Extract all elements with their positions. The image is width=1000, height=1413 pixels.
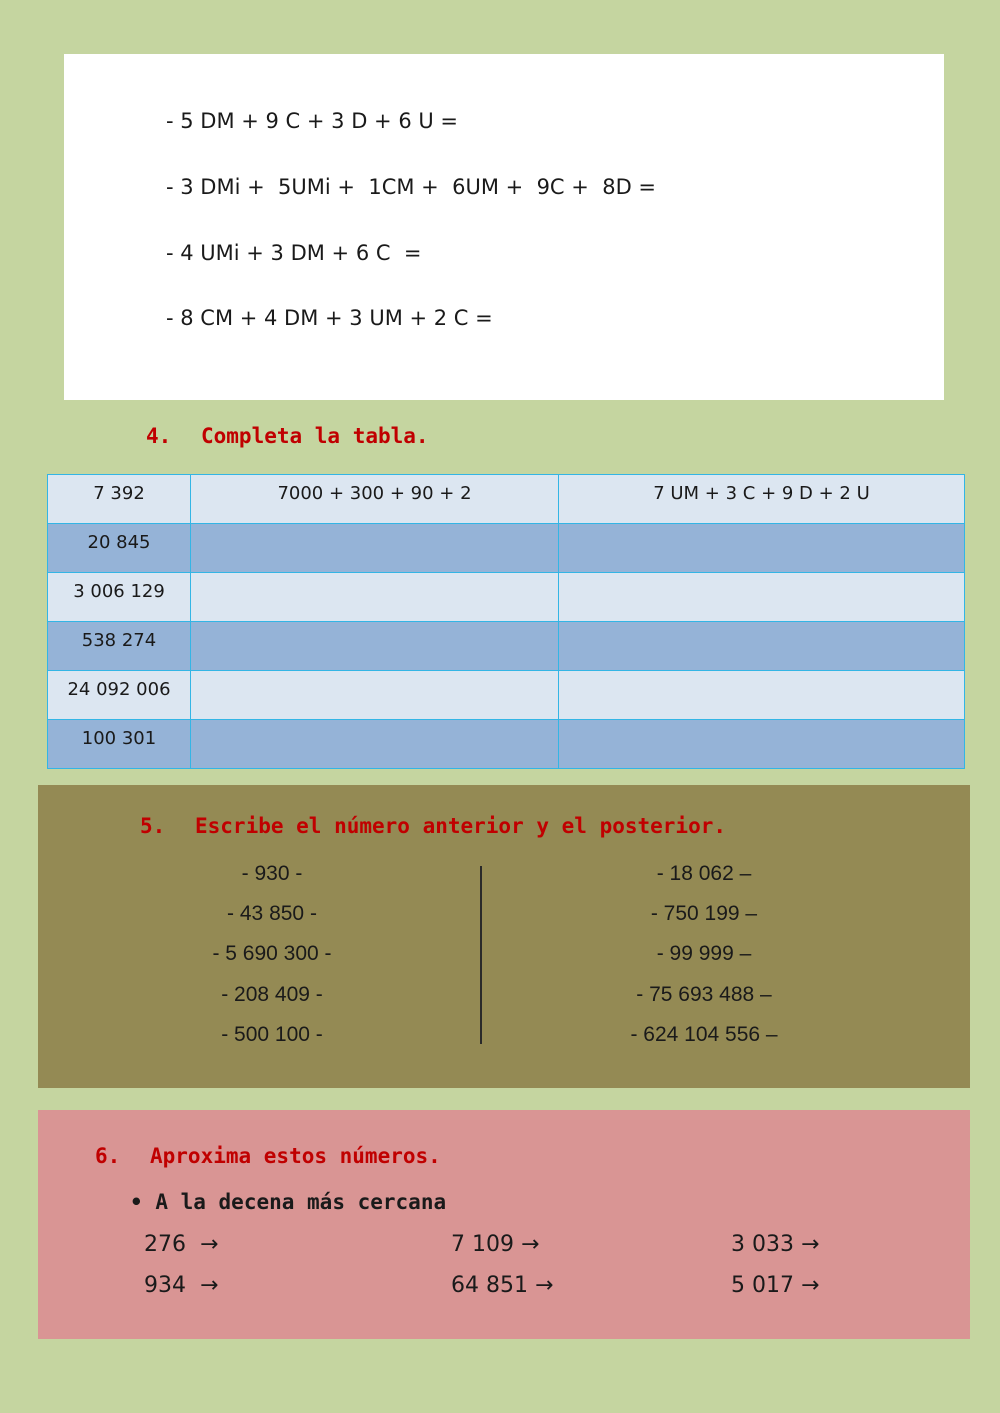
table-cell-number: 24 092 006 bbox=[48, 671, 191, 720]
section-5-number: 5. bbox=[140, 814, 166, 838]
left-number-2: - 43 850 - bbox=[227, 902, 317, 925]
table-cell-units-blank[interactable] bbox=[559, 720, 965, 769]
approx-item: 7 109 → bbox=[451, 1232, 540, 1257]
expressions-panel bbox=[64, 54, 944, 400]
right-number-3: - 99 999 – bbox=[656, 942, 752, 965]
expression-2: - 3 DMi + 5UMi + 1CM + 6UM + 9C + 8D = bbox=[166, 175, 657, 199]
left-number-4: - 208 409 - bbox=[221, 983, 323, 1006]
bullet-instruction bbox=[130, 1190, 446, 1214]
table-cell-number: 538 274 bbox=[48, 622, 191, 671]
table-cell-sum-blank[interactable] bbox=[191, 573, 559, 622]
left-number-5: - 500 100 - bbox=[221, 1023, 323, 1046]
table-row bbox=[48, 573, 965, 622]
right-number-5: - 624 104 556 – bbox=[630, 1023, 778, 1046]
right-number-4: - 75 693 488 – bbox=[636, 983, 772, 1006]
table-row bbox=[48, 475, 965, 524]
table-row bbox=[48, 524, 965, 573]
expression-4: - 8 CM + 4 DM + 3 UM + 2 C = bbox=[166, 306, 493, 330]
table-row bbox=[48, 720, 965, 769]
table-cell-sum-blank[interactable] bbox=[191, 622, 559, 671]
bullet-icon: • bbox=[130, 1190, 143, 1214]
expression-3: - 4 UMi + 3 DM + 6 C = bbox=[166, 241, 422, 265]
table-cell-units-blank[interactable] bbox=[559, 622, 965, 671]
approx-item: 276 → bbox=[144, 1232, 219, 1257]
table-cell-units-blank[interactable] bbox=[559, 573, 965, 622]
table-cell-units-blank[interactable] bbox=[559, 671, 965, 720]
table-cell-units-blank[interactable] bbox=[559, 524, 965, 573]
expression-1: - 5 DM + 9 C + 3 D + 6 U = bbox=[166, 109, 459, 133]
table-row bbox=[48, 671, 965, 720]
table-cell-number: 3 006 129 bbox=[48, 573, 191, 622]
table-cell-number: 7 392 bbox=[48, 475, 191, 524]
right-number-2: - 750 199 – bbox=[650, 902, 758, 925]
left-number-3: - 5 690 300 - bbox=[212, 942, 332, 965]
section-6-title: Aproxima estos números. bbox=[150, 1144, 441, 1168]
left-number-1: - 930 - bbox=[241, 862, 303, 885]
bullet-text: A la decena más cercana bbox=[155, 1190, 447, 1214]
approx-item: 5 017 → bbox=[731, 1273, 820, 1298]
approx-item: 64 851 → bbox=[451, 1273, 554, 1298]
decomposition-table bbox=[47, 474, 965, 769]
table-cell-sum-blank[interactable] bbox=[191, 671, 559, 720]
right-number-1: - 18 062 – bbox=[656, 862, 752, 885]
section-6-number: 6. bbox=[95, 1144, 121, 1168]
approx-item: 3 033 → bbox=[731, 1232, 820, 1257]
table-cell-sum: 7000 + 300 + 90 + 2 bbox=[191, 475, 559, 524]
section-4-number: 4. bbox=[146, 424, 172, 448]
section-4-title: Completa la tabla. bbox=[201, 424, 429, 448]
table-cell-sum-blank[interactable] bbox=[191, 524, 559, 573]
table-cell-number: 100 301 bbox=[48, 720, 191, 769]
table-cell-units: 7 UM + 3 C + 9 D + 2 U bbox=[559, 475, 965, 524]
table-cell-sum-blank[interactable] bbox=[191, 720, 559, 769]
section-5-title: Escribe el número anterior y el posterior. bbox=[195, 814, 727, 838]
column-divider bbox=[480, 866, 482, 1044]
table-row bbox=[48, 622, 965, 671]
table-cell-number: 20 845 bbox=[48, 524, 191, 573]
approx-item: 934 → bbox=[144, 1273, 219, 1298]
